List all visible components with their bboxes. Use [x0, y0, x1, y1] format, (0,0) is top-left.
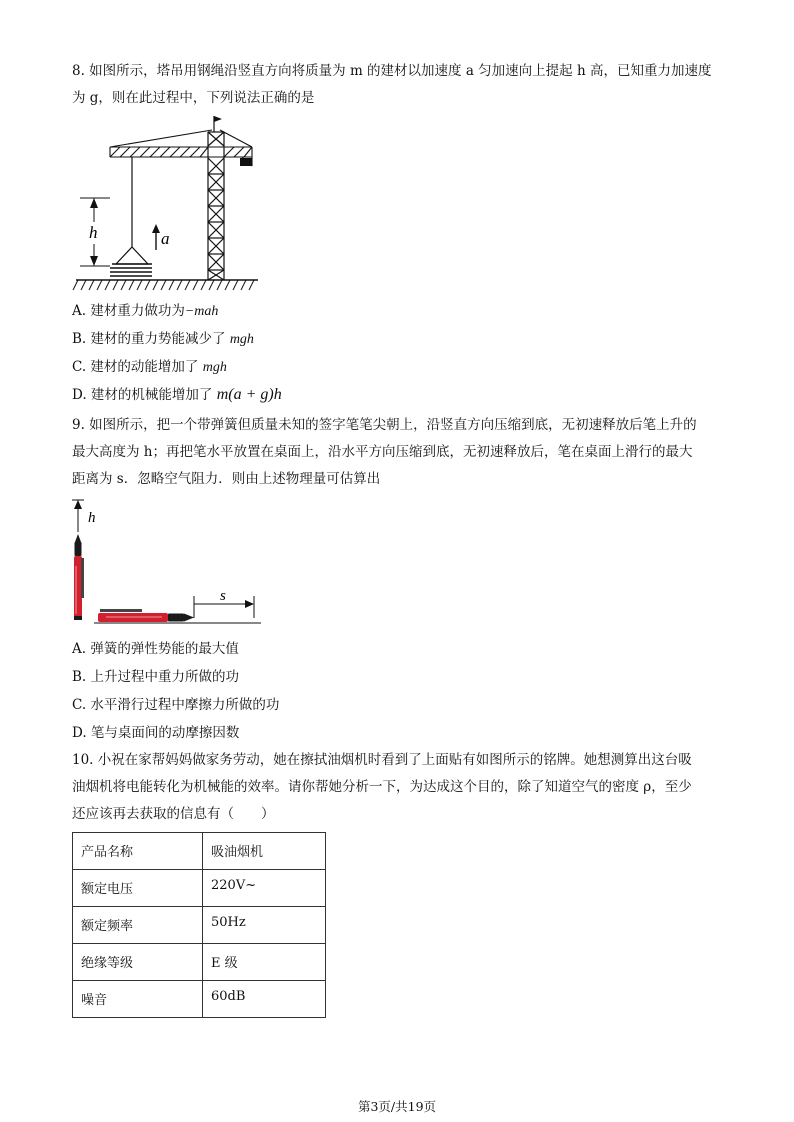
- table-cell-label: 产品名称: [73, 833, 203, 870]
- pen-s-label: s: [220, 588, 226, 604]
- tower-crane-figure: [72, 112, 262, 298]
- q9-stem-line2: 最大高度为 h；再把笔水平放置在桌面上，沿水平方向压缩到底，无初速释放后，笔在桌面上滑行的最大: [72, 444, 693, 460]
- q10-stem-line3: 还应该再去获取的信息有（ ）: [72, 806, 275, 822]
- q9-stem-line3: 距离为 s．忽略空气阻力．则由上述物理量可估算出: [72, 471, 381, 487]
- q9-option-c: C. 水平滑行过程中摩擦力所做的功: [72, 697, 280, 713]
- crane-h-label: h: [89, 223, 98, 242]
- q8-stem-line2: 为 g，则在此过程中，下列说法正确的是: [72, 90, 315, 106]
- nameplate-table: [72, 832, 326, 1018]
- q9-option-d: D. 笔与桌面间的动摩擦因数: [72, 725, 240, 741]
- pen-figure: [66, 496, 266, 626]
- q8-option-a: A. 建材重力做功为−mah: [72, 303, 219, 319]
- q8-option-b-math: mgh: [229, 332, 254, 347]
- table-cell-label: 绝缘等级: [73, 944, 203, 981]
- q9-option-b: B. 上升过程中重力所做的功: [72, 669, 240, 685]
- table-cell-value: 60dB: [203, 981, 326, 1018]
- table-row: [73, 944, 326, 981]
- q8-option-b: B. 建材的重力势能减少了 mgh: [72, 331, 254, 347]
- q10-stem-line1: 10. 小祝在家帮妈妈做家务劳动，她在擦拭油烟机时看到了上面贴有如图所示的铭牌。她想测算出这台吸: [72, 752, 692, 768]
- table-row: [73, 870, 326, 907]
- table-cell-value: 220V~: [203, 870, 326, 907]
- q8-stem-line1: 8. 如图所示，塔吊用钢绳沿竖直方向将质量为 m 的建材以加速度 a 匀加速向上提起 h 高，已知重力加速度: [72, 63, 712, 79]
- table-cell-label: 额定电压: [73, 870, 203, 907]
- q8-option-d-math: m(a + g)h: [216, 386, 282, 403]
- q8-option-a-math: −mah: [184, 304, 219, 319]
- q9-stem-line1: 9. 如图所示，把一个带弹簧但质量未知的签字笔笔尖朝上，沿竖直方向压缩到底，无初速释放后笔上升的: [72, 417, 697, 433]
- table-row: [73, 907, 326, 944]
- page-footer: 第3页/共19页: [357, 1099, 437, 1114]
- table-cell-label: 噪音: [73, 981, 203, 1018]
- table-row: [73, 833, 326, 870]
- q8-option-c: C. 建材的动能增加了 mgh: [72, 359, 227, 375]
- table-cell-label: 额定频率: [73, 907, 203, 944]
- crane-a-label: a: [161, 229, 170, 248]
- pen-h-label: h: [88, 510, 96, 526]
- q8-option-c-math: mgh: [202, 360, 227, 375]
- table-row: [73, 981, 326, 1018]
- table-cell-value: 50Hz: [203, 907, 326, 944]
- q10-stem-line2: 油烟机将电能转化为机械能的效率。请你帮她分析一下，为达成这个目的，除了知道空气的密度 ρ，至少: [72, 779, 692, 795]
- table-cell-value: E 级: [203, 944, 326, 981]
- q8-option-d: D. 建材的机械能增加了 m(a + g)h: [72, 386, 282, 403]
- table-cell-value: 吸油烟机: [203, 833, 326, 870]
- q9-option-a: A. 弹簧的弹性势能的最大值: [72, 641, 239, 657]
